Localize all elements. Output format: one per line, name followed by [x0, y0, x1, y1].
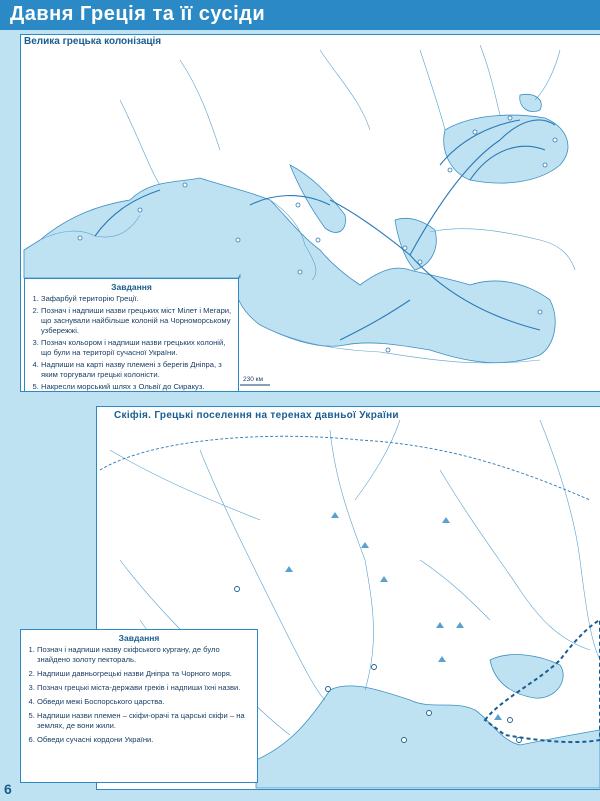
- task-item: 5. Накресли морський шлях з Ольвії до Сиракуз.: [41, 382, 234, 392]
- task-item: 6. Обведи сучасні кордони України.: [37, 735, 253, 745]
- page-number: 6: [4, 781, 12, 797]
- task-item: 1. Познач і надпиши назву скіфського кургану, де було знайдено золоту пектораль.: [37, 645, 253, 665]
- city-marker: [508, 718, 513, 723]
- map2-tasks-box: [20, 629, 258, 783]
- kurgan-marker: [285, 566, 293, 572]
- kurgan-marker: [436, 622, 444, 628]
- task-item: 2. Познач і надпиши назви грецьких міст Мілет і Мегари, що заснували найбільше колоній на Чорноморському узбережжі.: [41, 306, 234, 336]
- city-marker: [427, 711, 432, 716]
- task-item: 3. Познач грецькі міста-держави греків і надпиши їхні назви.: [37, 683, 253, 693]
- kurgan-marker: [438, 656, 446, 662]
- sea-of-azov: [490, 655, 563, 699]
- city-marker: [402, 738, 407, 743]
- kurgan-marker: [456, 622, 464, 628]
- map1-tasks-title: Завдання: [111, 282, 152, 292]
- kurgan-marker: [442, 517, 450, 523]
- task-item: 1. Зафарбуй територію Греції.: [41, 294, 234, 304]
- map1-title: Велика грецька колонізація: [24, 36, 162, 47]
- river-small-1: [110, 450, 260, 520]
- black-sea-area: [256, 655, 600, 788]
- kurgan-marker: [380, 576, 388, 582]
- city-marker: [372, 665, 377, 670]
- page-title: Давня Греція та її сусіди: [10, 3, 266, 25]
- task-item: 4. Надпиши на карті назву племені з берегів Дніпра, з яким торгували грецькі колоністи.: [41, 360, 234, 380]
- kurgan-markers: [285, 512, 502, 720]
- city-marker: [517, 738, 522, 743]
- river-don: [540, 420, 600, 660]
- black-sea: [256, 686, 600, 788]
- task-item: 5. Надпиши назви племен – скіфи-орачі та царські скіфи – на землях, де вони жили.: [37, 711, 253, 731]
- river-siverskyi-donets: [440, 470, 590, 650]
- task-item: 3. Познач кольором і надпиши назви грецьких колоній, що були на території сучасної України.: [41, 338, 234, 358]
- city-marker: [235, 587, 240, 592]
- kurgan-marker: [494, 714, 502, 720]
- river-desna: [355, 420, 400, 500]
- map1-scale-label: 230 км: [243, 376, 263, 383]
- map2-tasks-list: [21, 645, 257, 745]
- city-marker: [326, 687, 331, 692]
- task-item: 4. Обведи межі Боспорського царства.: [37, 697, 253, 707]
- map2-title: Скіфія. Грецькі поселення на теренах давньої України: [114, 410, 399, 421]
- kurgan-marker: [361, 542, 369, 548]
- task-item: 2. Надпиши давньогрецькі назви Дніпра та Чорного моря.: [37, 669, 253, 679]
- ukraine-border: [100, 436, 590, 500]
- river-dnipro: [330, 430, 374, 690]
- map2-tasks-title: Завдання: [118, 633, 160, 643]
- kurgan-marker: [331, 512, 339, 518]
- river-small-2: [420, 560, 490, 620]
